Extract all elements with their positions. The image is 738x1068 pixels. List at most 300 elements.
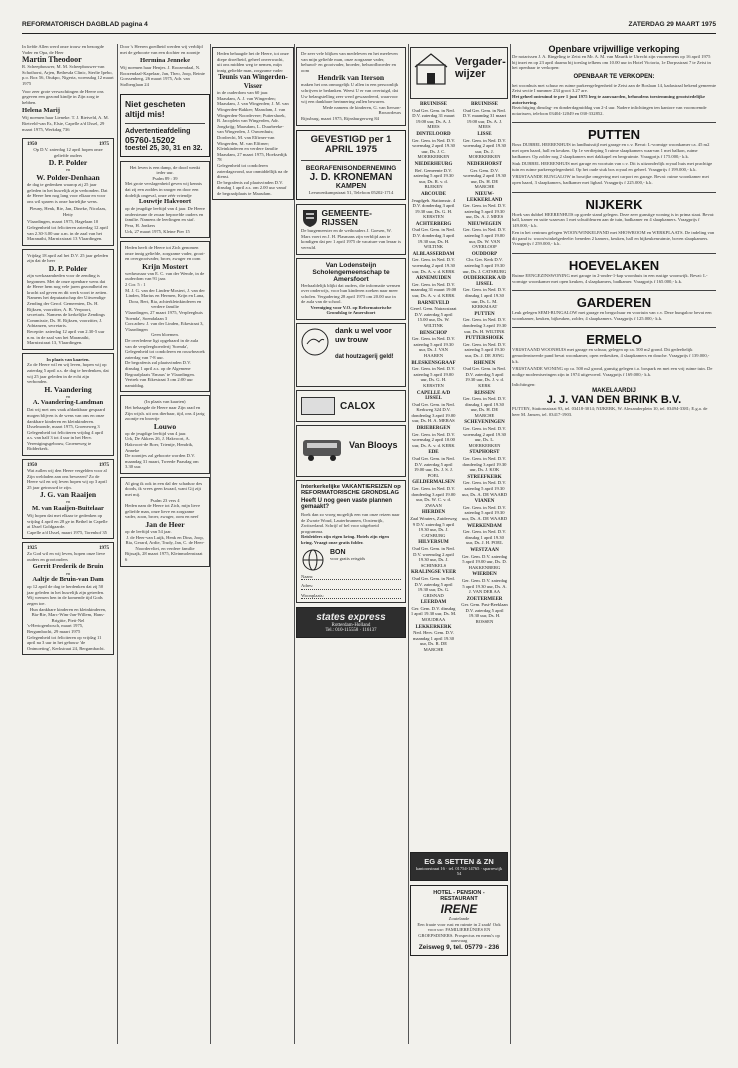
town-heading-ermelo: ERMELO	[586, 332, 642, 348]
coupon-city-field: Woonplaats:	[301, 593, 401, 600]
notice-intro: Met grote verslagenheid geven wij kennis dat zij een zoddes in snoger en door een dodelijk ongeval, onze zéér vriendje	[125, 181, 202, 198]
church-meeting-details: Ger. Gem. in Ned. D.V. woensdag 2 april 10.00 uur, Ds. A. v. d. KERK	[411, 431, 456, 448]
spouse-name-2: W. Polder-Denhaan	[36, 172, 100, 182]
column-rule	[294, 44, 295, 1044]
church-place: CAPELLE A/D IJSSEL	[416, 390, 451, 402]
church-meeting-details: Ger. Gem. in Ned. D.V. zaterdag 5 april 19.30 uur, Ds. A. DE WAARD	[461, 504, 508, 521]
church-place: RIJSSEN	[474, 390, 495, 396]
church-meeting-details: Ger. Gem. in Ned. D.V. donderdag 3 april 19.00 uur, Ds. W. C. v. d. ZWAAN	[411, 486, 456, 508]
ad-eg-setten	[410, 852, 508, 881]
ad-house-notice	[120, 94, 210, 157]
ad-dank-u-wel	[296, 323, 406, 387]
year-start: 1950	[27, 142, 37, 148]
coupon-name-field: Naam:	[301, 574, 401, 581]
year-end: 1975	[99, 142, 109, 148]
church-meeting-details: Ger. Gem. in Ned. D.V. woensdag 2 april 19.30 uur, Ds. L. MOERKERKEN	[462, 426, 507, 448]
church-meeting-details: Zaal Wouters, Zuiderweg 9 D.V. zaterdag 5 april 19.30 uur, Ds. J. CATSBURG	[410, 515, 457, 538]
deceased-name: Louwtje Hakvoort	[138, 198, 192, 206]
auction-tail: Bezichtiging dinsdag- en donderdagmiddag van 2-4 uur. Nadere inlichtingen ten kantore van voornoemde notarissen, telefoon 03404-12049 en 030-332852.	[512, 105, 707, 116]
deceased-name: Teunis van Wingerden-Visser	[218, 73, 288, 90]
year-start: 1925	[27, 546, 37, 552]
church-place: LEKKERKERK	[415, 624, 452, 630]
no-flowers: Geen bloemen.	[151, 332, 179, 338]
notice-gemeente-rijssen	[296, 204, 406, 254]
column-rule	[117, 44, 118, 1044]
ad-brand: Van Blooys	[349, 440, 398, 451]
church-meeting-details: Ref. Gemeente D.V. zaterdag 5 april 19.30 uur, Ds. R. v. d. BLEKEN	[413, 167, 454, 190]
ad-text: Boek dan zo vroeg mogelijk een van onze reizen naar de Zwarte Woud, Lauterbrunnen, Oostenrijk, Zwitserland. Schrijf of bel voor uitgebreid programma.	[301, 512, 400, 534]
coupon-title: BON	[330, 548, 346, 556]
listing-text: Stuk DUBBEL HEERENHUIS met garage en voortuin van c.v. Dit is uitzonderlijk royaal huis met prachtige tuin en ruime parkeergelegenheid. Op het oude stuk bos royaal en geheel. Vraagprijs f 199.000,- k.k.	[512, 161, 713, 172]
agency-label: MAKELAARDIJ	[592, 388, 636, 394]
church-place: NEDERHORST	[466, 161, 502, 167]
church-place: SCHEVENINGEN	[464, 420, 505, 426]
spouse-name-2: M. van Raaijen-Buitelaar	[32, 505, 104, 513]
column-family-notices	[22, 44, 114, 1044]
church-meeting-details: Ger. Gem. in Ned. D.V. zaterdag 5 april 19.30 uur, Ds. J. DE JONG	[462, 341, 507, 358]
verse-ref: Psalm 23 vers 4	[150, 497, 180, 503]
vergaderwijzer-banner	[410, 47, 508, 99]
notice-text: de dag te gedenken waarop zij 25 jaar geleden in het huwelijk zijn verbonden. Dat de Heere hen nog lang voor elkaar en voor ons wil sparen is onze hartelijke wens.	[27, 181, 108, 204]
deceased-name: Krijn Mostert	[142, 261, 188, 271]
auction-title: Openbare vrijwillige verkoping	[548, 44, 680, 54]
church-place: GELDERMALSEN	[412, 480, 455, 486]
church-list-right	[461, 102, 508, 655]
church-meeting-details: Ger. Gem. in Ned. D.V. zaterdag 5 april 19.30 uur, Ds. A. J. MEES	[462, 203, 507, 220]
ad-kroneman	[296, 130, 406, 201]
municipal-crest-icon	[301, 208, 317, 228]
notice-intro: Wat zullen wij den Heere vergelden voor al Zijn weldaden aan ons bewezen? Zo de Heere wil en wij leven hopen wij op 3 april 25 jaar getrouwd te zijn.	[27, 468, 107, 490]
toothpaste-tube-icon	[301, 397, 335, 415]
notice-text: De burgemeester en de wethouders J. Goesen, W. Mars voert en J. H. Plasmans zijn verblijd aan te kondigen dat per 1 april 1975 de vacature van leraar is vervuld.	[301, 228, 402, 250]
church-meeting-details: Chr. Ger. Kerk D.V. zaterdag 5 april 19.30 uur, Ds. J. CATSBURG	[462, 257, 507, 274]
ad-phone: Zeisweg 9, tel. 05779 - 236	[418, 943, 500, 951]
ad-vakantiereizen	[296, 480, 406, 603]
church-place: ACHTERBERG	[415, 221, 452, 227]
church-meeting-item	[461, 102, 508, 130]
ad-phone: 05760-15202	[125, 134, 176, 145]
listing-text: Ruime EENGEZINSWONING met garage in 2-onder-1-kap woonhuis in een rustige woonwijk. Bevat: L-vormige woonkamer met open keuken, 4 slaapkamers, badkamer. Vraagprijs f 165.000,- k.k.	[512, 273, 708, 284]
church-place: WIERDEN	[472, 572, 497, 578]
notice-text: op de jeugdige leeftijd van 4 jaar. De Heere ondersteune de zwaar beproefde ouders en familie. Namens de leerlingen en staf.	[125, 206, 205, 223]
church-meeting-item	[461, 572, 508, 594]
mourning-de-heer	[120, 477, 210, 567]
church-meeting-item	[461, 548, 508, 570]
church-meeting-details: Ger. Gem. Past-Beeklaan D.V. zaterdag 5 april 19.30 uur, Ds. H. ROSSEN	[461, 602, 508, 625]
notice-place: Capelle a/d IJssel, maart 1975, Torenhof 35	[27, 529, 107, 535]
year-start: 1950	[27, 463, 37, 469]
deceased-age: in de ouderdom van 60 jaar.	[217, 90, 269, 96]
relatives-list: Maasdam, A. J. van Wingerden; Maasdam, J. van Wingerden; J. M. van Wingerden-Bakker; Maasdam, J. van Wingerden-Noordevere; Puttershoek, B. Jacoplein van Wingerden, Adr. Jongkrijg; Maasdam, L. Duurbeeke-van Wingerden, J. Ouwenhuis; Dordrecht, M. van Elfirner-van Wingerden, M. van Elfirner; Kleinkinderen en verdere familie	[217, 95, 289, 152]
town-heading-hoevelaken: HOEVELAKEN	[568, 258, 660, 274]
church-meeting-item	[410, 600, 457, 622]
column-ads-4	[296, 44, 406, 1044]
ad-calox	[296, 390, 406, 422]
church-list-left	[410, 102, 457, 655]
church-meeting-details: Oud Ger. Gem. in Ned. D.V. maandag 31 maart 19.00 uur, Ds. A. J. MEES	[462, 107, 507, 130]
listing-text: VRIJSTAANDE BUNGALOW in bosrijke omgeving met carport en garage. Bevat: ruime woonkamer met open haard, 3 slaapkamers, badkamer met ligbad. Vraagprijs f 225.000,- k.k.	[512, 174, 709, 185]
church-meeting-item	[461, 276, 508, 310]
church-place: DRIEBERGEN	[416, 426, 451, 432]
condolence-info: Gelegenheid tot condoleren zaterdagavond, uur onmiddellijk na de dienst.	[217, 162, 288, 180]
church-meeting-item	[410, 276, 457, 298]
column-rule	[408, 44, 409, 1044]
mourning-van-wingerden	[212, 47, 294, 200]
notice-text: Heden nam de Heere tot Zich, mijn lieve geliefde man, onze lieve en zorgzame vader, zoon, broer, zwager, oom en neef	[125, 503, 201, 520]
ad-address: kantoorstraat 16 · tel. 01754-14765 · sparrewijk 54	[415, 866, 503, 876]
notice-text: Dat wij met ons vaak afdankbaar gespaard mogen blijven is de wens van ons en onze dankbare kinderen en kleinkinderen.	[27, 407, 106, 424]
mourning-louwo	[120, 395, 210, 474]
reception-info: Gelegenheid tot feliciteren vrijdag 4 april a.s. van half 3 tot 4 uur in het Herv. Verenigingsgebouw, Groeneweg te Ridderkerk.	[27, 429, 104, 452]
church-meeting-details: Jeugdgeb. Stationsstr. 4 D.V. donderdag 3 april 19.30 uur, Ds. G. H. KERSTEN	[411, 197, 456, 220]
mourning-hakvoort	[120, 161, 210, 239]
notice-place: Urk, 27 maart 1975, Kleine Pier 15	[125, 228, 190, 234]
church-meeting-details: Ger. Gem. in Ned. D.V. maandag 31 maart 19.00 uur, Ds. A. v. d. KERK	[410, 281, 457, 298]
church-meeting-item	[461, 222, 508, 250]
notice-text: op 12 april de dag te herdenken dat zij 50 jaar geleden in het huwelijk zijn getreden. Wij wensen hen in de komende tijd Gods zegen toe.	[27, 584, 105, 606]
column-rule	[510, 44, 511, 1044]
agency-name: J. J. VAN DEN BRINK B.V.	[546, 394, 682, 406]
listing-text: VRIJSTAANDE WONING op ca. 500 m2 grond, gunstig gelegen t.o. bospark en met een vrij ruime tuin. De nodige moderniseringen zijn in 1974 uitgevoerd. Vraagprijs f 169.000,- k.k.	[512, 366, 713, 377]
church-meeting-item	[410, 426, 457, 448]
church-meeting-item	[410, 570, 457, 598]
church-place: HILVERSUM	[418, 540, 449, 546]
church-meeting-item	[410, 252, 457, 274]
church-meeting-details: Ger. Gem. in Ned. D.V. dinsdag 1 april 19.30 uur, Ds. L. M. KERKMAAT	[462, 287, 507, 310]
year-end: 1975	[99, 546, 109, 552]
reception-info: Gelegenheid tot feliciteren op vrijdag 11 april na 3 uur in het gebouw 'de Ontmoeting', Kerkstraat 24, Bergambacht.	[27, 634, 105, 651]
children-list: Hun dankbare kinderen en kleinkinderen, Bia-Rie, Marc-Wim-Jan-Willem, Hans-Brigitte, Pieti-Nel	[29, 606, 107, 623]
ad-phone: Tel.: 010-115558 · 116137	[325, 628, 377, 634]
church-meeting-details: Ger. Gem. in Ned. D.V. dinsdag 1 april 19.30 uur, Ds. H. DE MARCHE	[462, 396, 507, 418]
notice-intro: Vrijdag 18 april zal het D.V. 25 jaar geleden zijn dat de heer	[27, 252, 109, 264]
church-meeting-details: Oud Ger. Gem. in Ned. D.V. zaterdag 5 april 19.30 uur, Ds. G. GRISNAD	[412, 575, 455, 598]
church-meeting-details: Ger. Gem. D.V. zaterdag 5 april 19.30 uur, Ds. A. J. VAN DER AA	[461, 577, 508, 595]
ad-name: J. D. KRONEMAN	[309, 171, 393, 183]
birth-name: Martin Theodoor	[22, 55, 82, 65]
ad-text: Een fraaie voor rust en ruimte in 2 zaak! Ook voor uw: FAMILIEREÜNIES EN GROEPSDINERS. Prospectus en menu's op aanvraag	[417, 921, 501, 944]
church-meeting-details: Ger. Gem. D.V. zaterdag 5 april 19.00 uur, Ds. D. HAKKENBERG	[461, 553, 508, 570]
church-meeting-item	[461, 450, 508, 472]
listing-text: VRIJSTAAND WOONHUIS met garage en schuur, gelegen op ca. 500 m2 grond. Dit gedeeltelijk gemoderniseerde pand bevat woonkamer, open eetkeuken, 4 slaapkamers en douche. Vraagprijs f 139.000,- k.k.	[512, 347, 710, 364]
notice-place: Vlaardingen, maart 1975, Hagelaan 10	[27, 219, 99, 225]
church-meeting-item	[461, 252, 508, 274]
section-title: Vergader-wijzer	[455, 56, 506, 80]
church-place: NIEUWEGEIN	[467, 221, 502, 227]
church-place: LISSE	[477, 131, 492, 137]
church-meeting-item	[410, 625, 457, 653]
notice-head: (In plaats van kaarten)	[144, 399, 186, 405]
church-meeting-item	[410, 192, 457, 220]
meeting-house-icon	[414, 51, 450, 87]
spouse-name-1: J. G. van Raaijen	[39, 490, 97, 500]
verse: Al ging ik ook in een dal der schaduw des doods, ik vrees geen kwaad, want Gij zijt met mij.	[125, 480, 203, 498]
ad-brand: CALOX	[340, 400, 375, 412]
burial-info: De begrafenis zal plaatsvinden D.V. dinsdag 1 april a.s. op de Algemene Begraafplaats 'Emaus' te Vlaardingen.	[125, 360, 195, 377]
notice-place: Maasdam, 27 maart 1975, Hoeksedijk 78	[217, 151, 287, 163]
deceased-name: Jan de Heer	[145, 520, 185, 530]
spouse-name-1: Gerrit Frederik de Bruin	[32, 562, 104, 570]
column-notices-3	[212, 44, 294, 1044]
church-place: STAPHORST	[469, 450, 500, 456]
birth-details-2: Wij noemen haar Lieneke. T. J. Rietveld, A. M. Rietveld-van Es, Elsie, Capelle a/d IJssel, 29 maart 1975, Werkdag 736	[22, 115, 109, 132]
church-place: OUDDORP	[471, 251, 498, 257]
children-list: Pleuny, Henk, Rie, Jan, Dineke, Nicolaas, Hetty	[29, 206, 107, 217]
church-place: STREEFKERK	[467, 474, 502, 480]
church-meeting-item	[461, 336, 508, 358]
notice-text: maken het ons onmogelijk U allen in een persoonlijk schrijven te bedanken. Weest U er van overtuigd, dat Uw belangstelling zeer werd gewaardeerd, waarvoor wij een dankbare herinnering zullen bewaren.	[301, 82, 399, 105]
notice-place: IJsselmonde, maart 1975, Groeneweg 3	[27, 424, 100, 430]
church-place: PUTTERSHOEK	[465, 336, 504, 342]
ad-dept: Advertentieafdeling	[125, 127, 191, 135]
church-meeting-details: Ger. Gem. in Ned. D.V. donderdag 3 april 19.30 uur, Ds. H. WILTINK	[462, 317, 507, 334]
church-place: KRALINGSE VEER	[410, 570, 457, 576]
birth-name: Hermina Jenneke	[140, 57, 190, 65]
church-meeting-item	[410, 540, 457, 568]
church-place: NIEUW-LEKKERLAND	[466, 191, 503, 203]
column-rule	[210, 44, 211, 1044]
deceased-name: Hendrik van Iterson	[317, 73, 385, 83]
reception-info: Receptie: zaterdag 12 april van 2.30-5 uur n.m. in de zaal van het Maranathi, Marnixstraat 13, Vlaardingen.	[27, 328, 105, 346]
and-word: en	[65, 393, 71, 399]
church-place: BRUINISSE	[471, 102, 498, 107]
coupon-sub: voor gratis reisgids	[330, 555, 366, 561]
ad-title: Interkerkelijke VAKANTIEREIZEN op REFORMATORISCHE GRONDSLAG	[301, 484, 401, 497]
church-meeting-details: Ger. Gem. in Ned. D.V. woensdag 2 april 19.30 uur, Ds. J. MOERKERKEN	[462, 137, 507, 160]
verse-ref: Psalm 89 : 39	[152, 175, 178, 181]
ad-name: IRENE	[440, 902, 478, 916]
listing-text: Leuk gelegen SEMI-BUNGALOW met garage en bergschuur en voortuin van c.v. Deze bungalow bevat een woonkamer, keuken, bijkeuken, zolder, 4 slaapkamers. Vraagprijs f 125.000,- k.k.	[512, 310, 712, 321]
church-meeting-details: Oud Ger. Gem. in Ned. D.V. zaterdag 5 april 19.30 uur, Ds. J. v. d. KERK	[463, 366, 506, 388]
auction-subtitle: OPENBAAR TE VERKOPEN:	[573, 73, 655, 80]
church-meeting-item	[461, 391, 508, 419]
church-meeting-item	[461, 475, 508, 497]
church-place: WERKENDAM	[467, 523, 502, 529]
notice-text: op de jeugdige leeftijd van 4 jaar.	[125, 430, 187, 436]
notice-text: zijn werkzaamheden voor de zending is begonnen. Met de onze openbare wens dat de Heere hem nog vele jaren gezondheid en kracht zal geven en dit werk voort te zetten.	[27, 273, 108, 295]
ad-question: Heeft U nog geen vaste plannen gemaakt?	[301, 498, 393, 511]
church-meeting-item	[410, 361, 457, 389]
church-meeting-item	[461, 312, 508, 334]
church-meeting-details: Geref. Gem. Nairacstraat D.V. zaterdag 5 april 15.00 uur, Ds. W. WILTINK	[410, 306, 457, 328]
church-place: NIEDERHEURG	[414, 161, 453, 167]
ad-subline: dat houtzagerij geld!	[335, 354, 394, 361]
notice-place: Rijssburg, maart 1975, Rijnsburgerweg 84	[301, 115, 379, 121]
page-header	[22, 19, 716, 34]
relatives-list: Urk, De Akkers 26, J. Hakvoort, A. Hakvoort-de Boer, Trientje, Hendrik, Anneke	[125, 436, 194, 453]
ad-city: KAMPEN	[335, 182, 367, 190]
ad-brand: states express	[316, 612, 386, 624]
listing-text: Hoek van dubbel HEERENHUIS op goede stand gelegen. Deze zeer gunstige woning is in prima staat. Bevat: hall, kamer en suite waarvan 1 met schuifdeuren aan de tuin, badkamer en 4 slaapkamers. Vraagprijs f 149.000,- k.k.	[512, 211, 715, 228]
birth-name-2: Helena Marij	[22, 107, 60, 115]
church-meeting-details: Ger. Gem. D.V. dinsdag 1 april 19.30 uur, Ds. M. MOUDRAA	[410, 605, 457, 623]
church-place: BLESKENSGRAAF	[411, 360, 456, 366]
bottom-ads-area	[410, 848, 508, 960]
ad-brand: EG & SETTEN & ZN	[424, 857, 494, 866]
anniversary-de-bruin	[22, 542, 114, 655]
ad-title: BEGRAFENISONDERNEMING	[305, 164, 397, 172]
spouse-name-1: H. Vaandering	[44, 384, 92, 394]
birth-tail: Voor zeer grote verwachtingen de Heere ons gegeven een gezond kindje in Zijn zorg te hebben.	[22, 88, 104, 105]
notice-intro: Heden heeft de Heere tot Zich genomen onze innig geliefde, zorgzame vader, groot- en overgrootvader, broer, zwager en oom	[125, 245, 205, 262]
jubilee-polder	[22, 249, 114, 350]
church-meeting-details: Ger. Gem. in Ned. D.V. zaterdag 5 april 19.00 uur, Ds. G. H. KERSTEN	[411, 366, 456, 388]
church-place: RHENEN	[473, 360, 496, 366]
auction-terms: Het geheel ontruimd te per 1 juni 1975 leeg te aanvaarden, behoudens toestemming grootstedelijke autorisering.	[512, 93, 706, 105]
notice-title: GEMEENTE-RIJSSEN	[321, 207, 372, 228]
church-place: ZOETERMEER	[466, 596, 503, 602]
church-place: EDE	[428, 450, 439, 456]
info-label: Inlichtingen:	[512, 382, 536, 388]
header-left: REFORMATORISCH DAGBLAD pagina 4	[22, 21, 148, 28]
notice-title: Van Lodensteijn Scholengemeenschap te Amersfoort	[312, 261, 390, 283]
agency-address: PUTTEN, Stationsstraat 93, tel. 03418-3014; NIJKERK, W. Alexanderplein 10, tel. 03494-3381; E.g.a. de heer M. Jansen, tel. 03417-1903.	[512, 406, 708, 417]
notice-intro: Heden behaagde het de Heere, tot onze diepe droefheid, geheel onverwacht, uit ons midden weg te nemen, mijn innig geliefde man, zorgzame vader	[217, 51, 289, 73]
column-real-estate	[512, 44, 716, 1044]
notice-place: 's-Hertogenbosch, maart 1975, Bergambacht, 29 maart 1975	[27, 623, 84, 634]
notice-intro: De zeer vele blijken van medeleven en het meeleven van mijn geliefde man, onze zorgzame vader, behuwd- en grootvader, broeder, behuwdbroeder en oom	[301, 51, 398, 73]
notice-intro: Het behaagde de Heere naar Zijn raad en Zijn wijsh. uit ons dierbaar, tijd, ons 4 jarig zoontje en broertje	[125, 404, 205, 422]
church-meeting-details: Ger. Gem. in Ned. D.V. zaterdag 5 april 19.30 uur, Ds. J. VAN HAAREN	[411, 336, 456, 358]
birth-details: Wij noemen haar Henjes. J. Roozendaal, N. Roozendaal-Kapelaar, Jan, Theo, Joop, Reinie	[120, 65, 205, 76]
globe-emblem-icon	[301, 549, 325, 571]
church-meeting-item	[410, 301, 457, 329]
signatories: Vereniging voor V.O. op Reformatorische Grondslag te Amersfoort	[310, 304, 392, 316]
church-meeting-item	[410, 132, 457, 160]
church-place: ARNEMUIDEN	[416, 276, 451, 282]
church-meeting-item	[410, 391, 457, 425]
reception-info: Gelegenheid tot feliciteren zaterdag 12 april van 2.30-3.00 uur a.m. in de zaal van het Maranathi, Marnixstraat 13 Vlaardingen.	[27, 225, 108, 242]
notice-intro: Zo God wil en wij leven, hopen onze lieve ouders en grootouders	[27, 551, 106, 562]
church-meeting-item	[461, 361, 508, 389]
coach-bus-icon	[301, 434, 345, 464]
ad-extension: toestel 25, 30, 31 en 32.	[125, 144, 203, 152]
church-meeting-item	[461, 420, 508, 448]
and-word: en	[65, 167, 71, 173]
ad-city: Rotterdam-Holland	[331, 623, 371, 629]
funeral-info: De zoontjes zal geboorte worden D.V. maandag 31 maart, Tweede Paasdag om 3.30 uur.	[125, 453, 199, 470]
birth-details: R. Scheepbouwer, M. M. Scheepbouwer-van Schothorst, Arjen, Bethesda Clinic, Sterlie Ipebo, p.o. Box 56, Otukpo, Nigeria, woensdag 12 maart 1975	[22, 64, 114, 86]
relatives-list: M. J. G. van der Linden-Mostert, J. van der Linden, Marius en Hermen, Krijn en Lana, Dora, Bert, Ria, achterkleinkinderen en verdere familie	[125, 287, 205, 310]
notice-intro: Zo de Heere wil en wij leven, hopen wij op zaterdag 5 april a.s. de dag te herdenken, dat wij 25 jaar geleden in de echt zijn verbonden.	[27, 362, 109, 385]
anniversary-polder	[22, 138, 114, 246]
church-place: PUTTEN	[474, 311, 495, 317]
verse: Het leven is een damp, de dood wenkt ieder uur.	[129, 164, 201, 176]
church-meeting-details: Oud Ger. Gem. in Ned. D.V. zaterdag 31 maart 19.00 uur, Ds. A. J. MEES	[412, 107, 455, 130]
year-end: 1975	[99, 463, 109, 469]
church-meeting-details: Ger. Gem. in Ned. D.V. woensdag 2 april 19.30 uur, Ds. A. v. d. KERK	[411, 257, 456, 274]
notice-head: In plaats van kaarten.	[46, 356, 90, 362]
church-meeting-details: Oud Ger. Gem. in Ned. D.V. donderdag 3 april 19.30 uur, Ds. H. WILTINK	[412, 227, 455, 250]
church-meeting-details: Ger. Gem. in Ned. D.V. zaterdag 5 april 19.30 uur, Ds. A. DE WAARD	[461, 480, 508, 497]
church-meeting-details: Ger. Gem. in Ned. D.V. dinsdag 1 april 19.30 uur, Ds. J. H. POEL	[462, 529, 507, 546]
ad-address: Leeuwenkampstraat 51, Telefoon 05202-1714	[308, 189, 394, 195]
church-meeting-item	[461, 162, 508, 190]
church-meeting-details: Ned. Herv. Gem. D.V. maandag 1 april 19.30 uur, Ds. R. DE MARCHE	[412, 630, 455, 653]
notice-place: Bijssajk, 28 maart 1975, Kleinmolenstraat 6	[125, 551, 203, 562]
column-notices-2	[120, 44, 210, 1044]
jubilee-name: D. P. Polder	[48, 264, 88, 274]
mourning-mostert	[120, 241, 210, 392]
church-meeting-details: Oud Ger. Gem. in Ned. D.V. woensdag 2 april 19.30 uur, Ds. J. SCHINKELS	[412, 545, 455, 568]
deceased-age: op de leeftijd van 54 jaar.	[125, 529, 172, 535]
notice-text: Herhaaldelijk blijkt dat ouders, die informatie wensen over onderwijs, voor hun kinderen zoeken naar meer scholen. Vergadering 28 april 1975 om 20.00 uur in de aula van de school.	[301, 282, 401, 305]
church-meeting-item	[410, 102, 457, 130]
spouse-name-1: D. P. Polder	[48, 158, 88, 168]
church-place: VIANEN	[474, 499, 495, 505]
church-meeting-item	[461, 499, 508, 521]
church-meeting-item	[410, 222, 457, 250]
burial-info: De begrafenis zal plaatsvinden D.V. dinsdag 1 april a.s. om 2.00 uur vanaf de begraafplaats te Maasdam.	[217, 179, 287, 196]
and-word: en	[65, 570, 71, 576]
relatives-list: J. de Heer-van Luijk, Henk en Dina, Joop, Ria, Gerard, Ardie, Trudy, Jan, C. de Heer-Noordervliet, en verdere familie	[125, 534, 205, 551]
notice-place: Vlaardingen, 27 maart 1975, Verpleeghuis 'Soenda', Soendalaan 3	[125, 310, 203, 321]
auction-body: het woonhuis met schuur en ruime parkeergelegenheid te Zeist aan de Boslaan 14, kadastraal bekend gemeente Zeist sectie I nummer 234 groot 3.27 are.	[512, 82, 716, 94]
church-place: HIERDEN	[421, 510, 446, 516]
spouse-name-2: A. Vaandering-Landman	[32, 399, 104, 407]
church-meeting-item	[461, 132, 508, 160]
deceased-name: Louwo	[153, 421, 177, 431]
header-right: ZATERDAG 29 MAART 1975	[628, 21, 716, 28]
church-meeting-item	[461, 524, 508, 546]
thanks-van-iterson	[296, 47, 406, 126]
church-meeting-item	[410, 162, 457, 190]
ad-headline: GEVESTIGD per 1 APRIL 1975	[310, 133, 392, 156]
church-place: ALBLASSERDAM	[412, 251, 455, 257]
church-meeting-details: Ger. Gem. in Ned. D.V. woensdag 2 april 19.30 uur, Ds. J. C. MOERKERKEN	[411, 137, 456, 160]
signatories: Mede namens de kinderen, G. van Iterson-Brouwdeurs	[322, 104, 401, 116]
church-place: LEERDAM	[420, 600, 447, 606]
correspondence-address: Corr.adres: J. van der Linden, Eikestraat 3, Vlaardingen	[125, 321, 204, 332]
notice-text: Wij hopen dat met elkaar te gedenken op vrijdag 4 april en 28 ge in Bethel in Capelle at IJssel Goldgaarde.	[27, 513, 108, 530]
town-heading-nijkerk: NIJKERK	[585, 196, 643, 212]
ad-city: Zoutelande	[448, 916, 470, 921]
birth-place: Gorssenberg, 26 maart 1975, Adr. van Stolberglaan 24	[120, 76, 190, 87]
listing-text: Een in het centrum gelegen WOON/WINKELPAND met SHOWROOM en WERKPLAATS. De indeling van dit pand is: woon/winkelgedeelte: beneden 2 kamers, keuken, hall en bijkeukenruimte, boven slaapkamers. Vraagprijs f 259.000,- k.k.	[512, 230, 715, 247]
ad-hotel-irene	[410, 885, 508, 956]
anniversary-raaijen	[22, 459, 114, 539]
anniversary-vaandering	[22, 353, 114, 456]
church-place: WESTZAAN	[470, 547, 499, 553]
church-meeting-item	[461, 597, 508, 625]
church-meeting-item	[410, 450, 457, 478]
verse-ref: 2 Cor. 5 : 1	[125, 282, 146, 288]
signatories: Pera, H. Jonkers	[125, 222, 156, 228]
birth-intro: Door 's Heeren goedheid werden wij verblijd met de geboorte van een dochter en zoontje	[120, 44, 203, 55]
notice-intro: Op D.V. zaterdag 12 april hopen onze geliefde ouders	[33, 147, 103, 158]
ad-van-blooys	[296, 425, 406, 477]
departure-info: Vertrek van Eikestraat 3 om 2:00 uur namiddag.	[125, 377, 193, 388]
ad-close: Reisleiders zijn eigen kring. Hotels zijn eigen kring. Vraagt onze gratis folder.	[301, 534, 389, 546]
church-place: BARNEVELD	[417, 300, 450, 306]
church-meeting-details: Oud Ger. Gem. in Ned. D.V. zaterdag 5 april 19.00 uur, Ds. J. S. J. POEL	[412, 456, 455, 478]
church-meeting-item	[410, 480, 457, 508]
signatories: Namens het deputaatschap der Uitwendige Zending der Gerof. Gemeenten, Ds. H. Rijksen, voorzitter, A. B. Verpoort, secretaris. Namens de kerkelijke Zendings Commissie, Ds. H. Rijksen, voorzitter, J. Adrianzen, secretaris.	[27, 295, 106, 329]
church-place: OUDERKERK A/D IJSSEL	[463, 276, 506, 287]
auction-intro: De notarissen J. A. Ringeling te Zeist en Mr. A. M. van Maurik te Utrecht zijn voornemens op 16 april 1975 bij inzet en op 23 april daarna bij toeslag telkens om 10.00 uur in Hotel Victoria, 1e Dorpsstraat 7 te Zeist in het openbaar te verkopen:	[512, 54, 711, 71]
church-place: BRUINISSE	[420, 102, 447, 107]
notice-lodensteijn	[296, 258, 406, 321]
column-church-meetings	[410, 44, 508, 844]
church-meeting-details: Oud Ger. Gem. in Ned. Kerkweg 324 D.V. donderdag 3 april 19.00 uur, Ds. H. A. MERAS	[411, 401, 456, 424]
church-place: DINTELOORD	[416, 131, 451, 137]
town-heading-garderen: GARDEREN	[576, 295, 652, 311]
church-place: ABCOUDE	[420, 191, 446, 197]
ad-title: Niet gescheten altijd mis!	[125, 98, 186, 119]
church-meeting-details: Ger. Gem. in Ned. D.V. zaterdag 5 april 19.00 uur, Ds. W. VAN OVERLOOP	[462, 227, 507, 250]
bird-logo-icon	[300, 327, 330, 357]
ad-title: HOTEL - PENSION - RESTAURANT	[433, 890, 485, 902]
